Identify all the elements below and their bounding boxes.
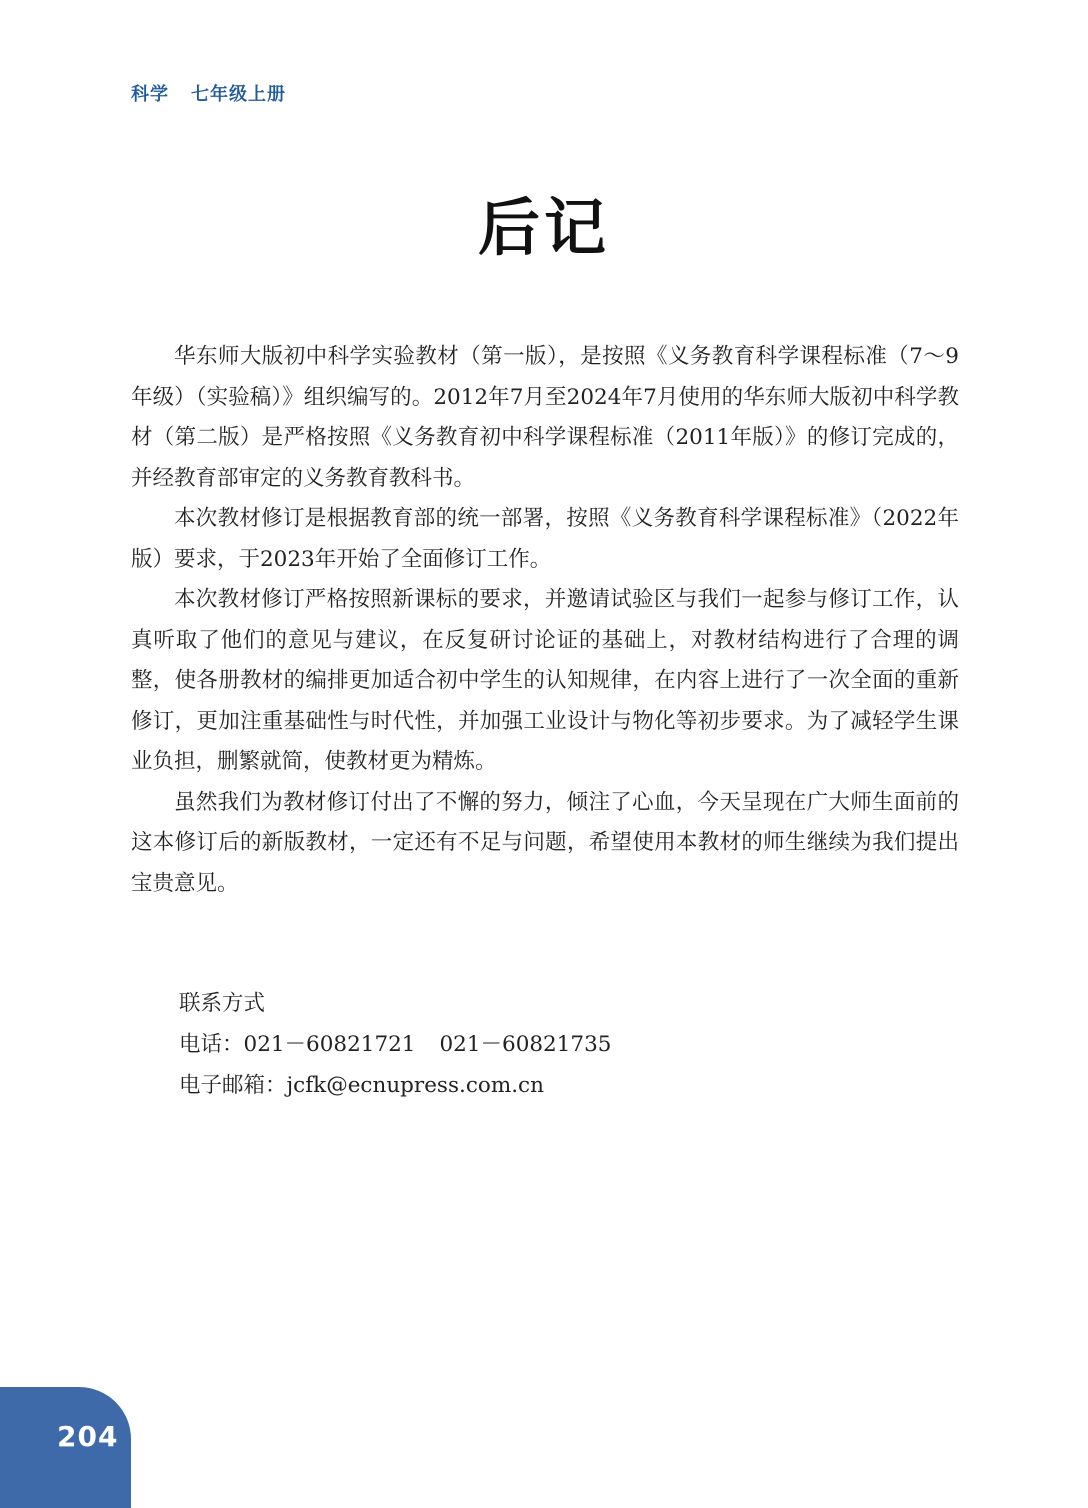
header-grade: 七年级上册 <box>191 84 286 105</box>
header-subject: 科学 <box>131 84 169 105</box>
page-number: 204 <box>57 1420 119 1453</box>
phone-number-1: 021－60821721 <box>243 1032 416 1057</box>
afterword-body <box>131 337 959 904</box>
page-title: 后记 <box>477 191 610 264</box>
contact-heading: 联系方式 <box>179 991 266 1016</box>
paragraph-3: 本次教材修订严格按照新课标的要求，并邀请试验区与我们一起参与修订工作，认真听取了他们的意见与建议，在反复研讨论证的基础上，对教材结构进行了合理的调整，使各册教材的编排更加适合初中学生的认知规律，在内容上进行了一次全面的重新修订，更加注重基础性与时代性，并加强工业设计与物化等初步要求。为了减轻学生课业负担，删繁就简，使教材更为精炼。 <box>131 587 959 774</box>
phone-label: 电话： <box>179 1032 244 1057</box>
phone-number-2: 021－60821735 <box>439 1032 612 1057</box>
paragraph-1: 华东师大版初中科学实验教材（第一版），是按照《义务教育科学课程标准（7～9年级）（实验稿）》组织编写的。2012年7月至2024年7月使用的华东师大版初中科学教材（第二版）是严格按照《义务教育初中科学课程标准（2011年版）》的修订完成的，并经教育部审定的义务教育教科书。 <box>131 344 959 491</box>
paragraph-4: 虽然我们为教材修订付出了不懈的努力，倾注了心血，今天呈现在广大师生面前的这本修订后的新版教材，一定还有不足与问题，希望使用本教材的师生继续为我们提出宝贵意见。 <box>131 789 959 896</box>
contact-email <box>179 1065 611 1106</box>
email-label: 电子邮箱： <box>179 1073 287 1098</box>
contact-phone <box>179 1024 611 1065</box>
contact-block <box>179 983 611 1106</box>
running-head <box>131 80 286 106</box>
paragraph-2: 本次教材修订是根据教育部的统一部署，按照《义务教育科学课程标准》（2022年版）要求，于2023年开始了全面修订工作。 <box>131 506 959 572</box>
email-address: jcfk@ecnupress.com.cn <box>286 1073 544 1098</box>
